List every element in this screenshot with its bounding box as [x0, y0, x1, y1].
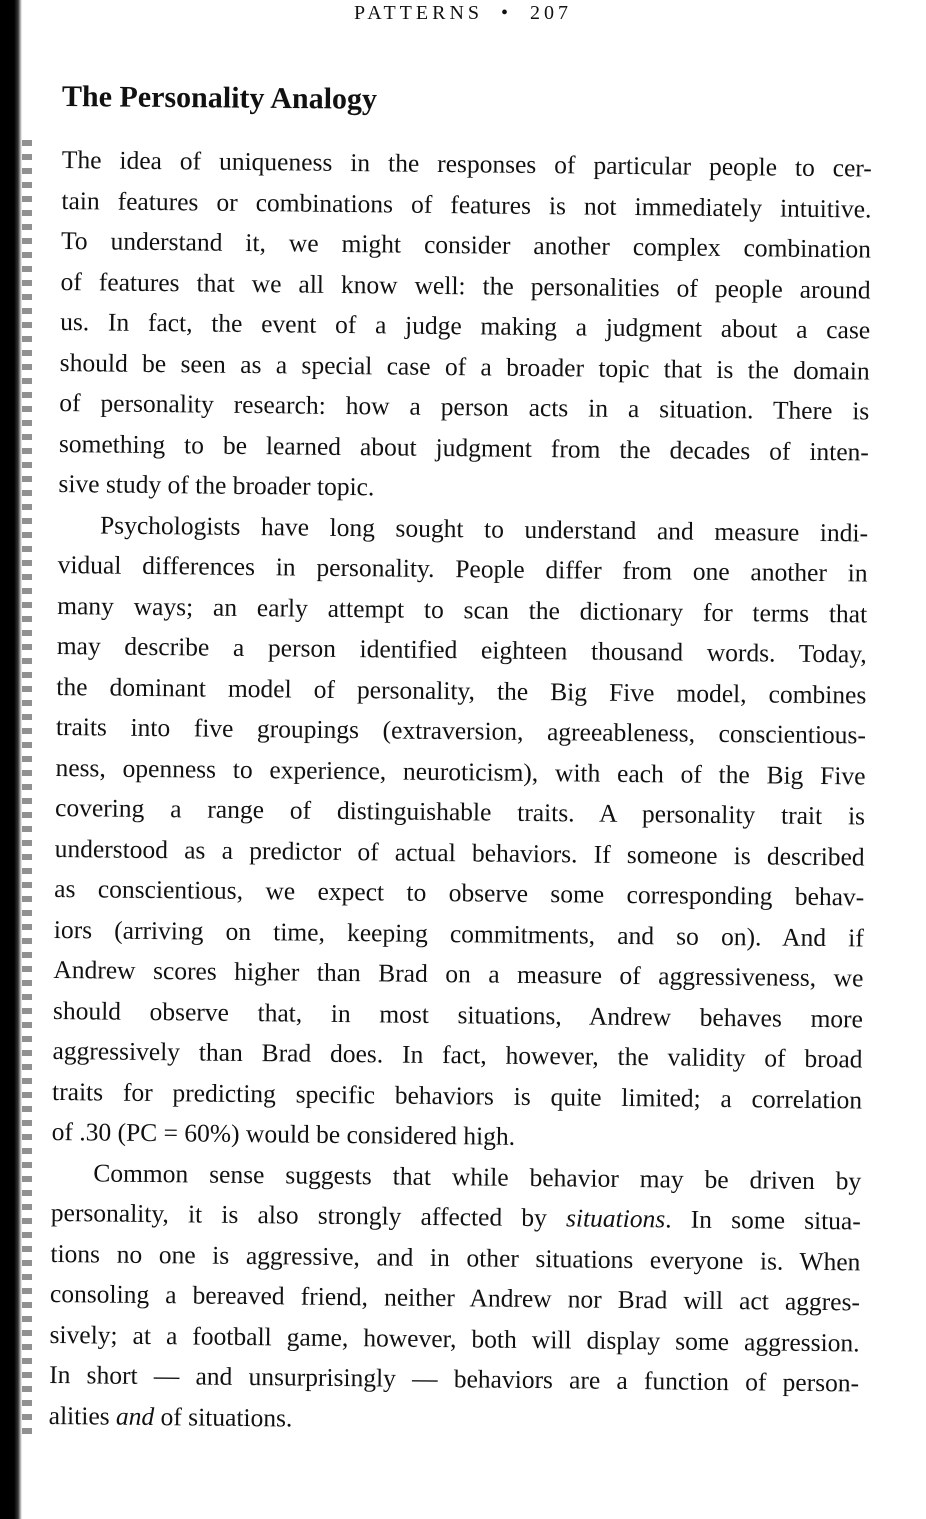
- text-line: [100, 510, 868, 548]
- text-line: [50, 1279, 860, 1317]
- text-line: [93, 1158, 861, 1196]
- text-line: [55, 752, 865, 790]
- text-segment: . In some situa-: [665, 1204, 861, 1236]
- running-header: [0, 2, 926, 25]
- text-segment: sive study of the broader topic.: [58, 469, 375, 502]
- text-segment: Common sense suggests that while behavior may be driven by: [93, 1157, 862, 1195]
- text-segment: Psychologists have long sought to understand and measure indi-: [99, 509, 869, 547]
- text-line: [57, 590, 867, 628]
- text-line: [55, 833, 865, 871]
- italic-text: and: [115, 1401, 155, 1431]
- text-line: [59, 429, 869, 467]
- text-line: [59, 388, 869, 426]
- text-line: [54, 874, 864, 912]
- text-segment: something to be learned about judgment from the decades of inten-: [58, 428, 870, 466]
- text-segment: Andrew scores higher than Brad on a measure of aggressiveness, we: [53, 954, 864, 993]
- text-segment: should be seen as a special case of a broader topic that is the domain: [59, 347, 870, 385]
- text-segment: of personality research: how a person acts in a situation. There is: [59, 388, 870, 426]
- text-segment: traits for predicting specific behaviors is quite limited; a correlation: [51, 1076, 863, 1114]
- text-line: [61, 226, 871, 264]
- text-line: [58, 469, 868, 507]
- text-line: [54, 914, 864, 952]
- scan-shadow-noise: [22, 140, 32, 1440]
- text-segment: consoling a bereaved friend, neither Andrew nor Brad will act aggres-: [49, 1278, 861, 1317]
- text-segment: aggressively than Brad does. In fact, however, the validity of broad: [52, 1035, 863, 1074]
- page-number: 207: [530, 2, 573, 24]
- text-segment: The idea of uniqueness in the responses of particular people to cer-: [61, 145, 873, 183]
- text-line: [53, 955, 863, 993]
- text-line: [51, 1198, 861, 1236]
- text-segment: vidual differences in personality. People differ from one another in: [57, 549, 868, 588]
- text-segment: In short — and unsurprisingly — behaviors are a function of person-: [49, 1359, 860, 1398]
- text-line: [53, 995, 863, 1033]
- text-line: [60, 307, 870, 345]
- text-segment: should observe that, in most situations, Andrew behaves more: [52, 995, 864, 1033]
- text-line: [52, 1076, 862, 1114]
- text-line: [49, 1400, 859, 1438]
- text-line: [60, 267, 870, 305]
- text-segment: of features that we all know well: the personalities of people around: [60, 266, 871, 304]
- text-line: [57, 631, 867, 669]
- text-line: [61, 186, 871, 224]
- text-line: [56, 671, 866, 709]
- text-line: [57, 550, 867, 588]
- text-line: [49, 1360, 859, 1398]
- text-segment: us. In fact, the event of a judge making a judgment about a case: [60, 307, 871, 345]
- text-segment: traits into five groupings (extraversion, agreeableness, conscientious-: [55, 711, 867, 750]
- text-segment: as conscientious, we expect to observe some corresponding behav-: [54, 873, 865, 912]
- text-segment: of situations.: [154, 1401, 293, 1433]
- text-segment: ness, openness to experience, neuroticism), with each of the Big Five: [55, 752, 866, 790]
- text-line: [50, 1238, 860, 1276]
- text-segment: the dominant model of personality, the Big Five model, combines: [56, 671, 867, 709]
- text-segment: covering a range of distinguishable traits. A personality trait is: [54, 792, 866, 831]
- scan-shadow-edge: [0, 0, 22, 1519]
- text-segment: may describe a person identified eighteen thousand words. Today,: [56, 630, 867, 669]
- section-title: The Personality Analogy: [61, 80, 378, 116]
- text-segment: tions no one is aggressive, and in other situations everyone is. When: [50, 1238, 861, 1276]
- text-segment: understood as a predictor of actual behaviors. If someone is described: [54, 833, 865, 871]
- text-line: [55, 793, 865, 831]
- running-head-title: PATTERNS: [353, 2, 484, 24]
- text-segment: personality, it is also strongly affected by: [50, 1197, 567, 1233]
- header-separator: •: [501, 2, 513, 24]
- text-line: [56, 712, 866, 750]
- text-line: [52, 1036, 862, 1074]
- italic-text: situations: [565, 1203, 666, 1234]
- text-segment: iors (arriving on time, keeping commitments, and so on). And if: [53, 914, 864, 952]
- text-line: [62, 145, 872, 183]
- text-line: [52, 1117, 862, 1155]
- text-line: [49, 1319, 859, 1357]
- text-line: [60, 348, 870, 386]
- text-segment: alities: [48, 1400, 117, 1431]
- text-segment: many ways; an early attempt to scan the dictionary for terms that: [57, 590, 868, 628]
- text-segment: of .30 (PC = 60%) would be considered high.: [51, 1116, 516, 1151]
- text-segment: sively; at a football game, however, both will display some aggression.: [49, 1319, 860, 1357]
- text-segment: tain features or combinations of features is not immediately intuitive.: [61, 185, 872, 223]
- text-segment: To understand it, we might consider another complex combination: [60, 226, 872, 264]
